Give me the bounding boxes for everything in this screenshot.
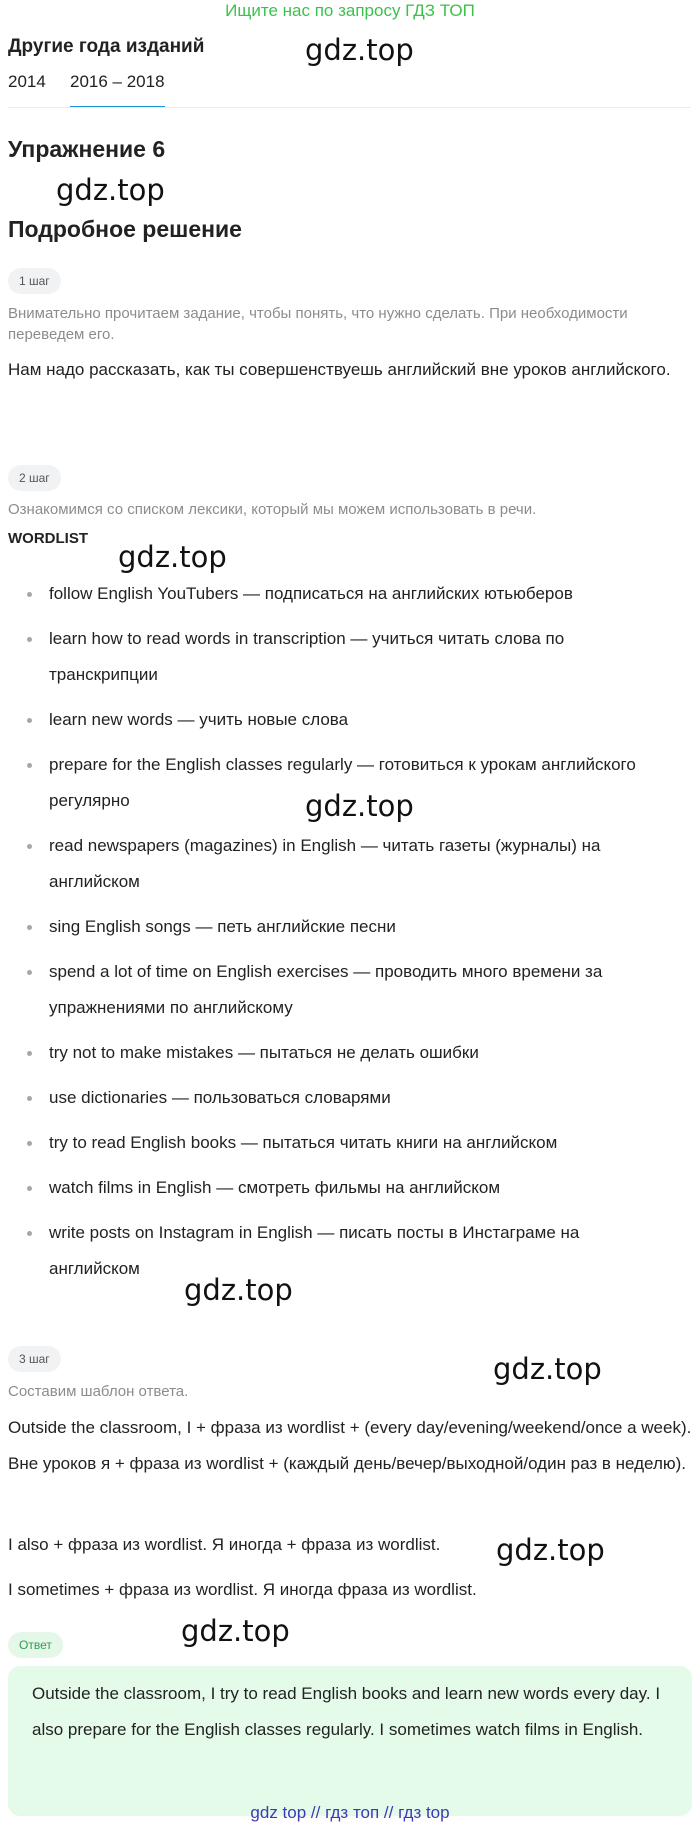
- answer-box: Outside the classroom, I try to read English books and learn new words every day. I also prepare for the English classes regularly. I sometimes watch films in English.: [8, 1666, 692, 1816]
- step-1-text: Нам надо рассказать, как ты совершенствуешь английский вне уроков английского.: [8, 360, 671, 379]
- bullet: [27, 844, 32, 849]
- bullet: [27, 718, 32, 723]
- watermark: gdz.top: [181, 1614, 290, 1648]
- top-banner: Ищите нас по запросу ГДЗ ТОП: [225, 1, 475, 20]
- bullet: [27, 1186, 32, 1191]
- tab-year-2014[interactable]: 2014: [8, 72, 46, 91]
- list-item: write posts on Instagram in English — писать посты в Инстаграме на английском: [0, 1215, 669, 1287]
- divider: [8, 107, 691, 108]
- bullet: [27, 1141, 32, 1146]
- watermark: gdz.top: [496, 1533, 605, 1567]
- footer-links[interactable]: gdz top // гдз топ // гдз top: [250, 1803, 450, 1822]
- bullet: [27, 1231, 32, 1236]
- list-item: learn new words — учить новые слова: [0, 702, 669, 738]
- step-1-badge: 1 шаг: [8, 268, 61, 294]
- list-item: prepare for the English classes regularly — готовиться к урокам английского регулярно: [0, 747, 669, 819]
- wordlist: [0, 576, 690, 1296]
- step-2-hint: Ознакомимся со списком лексики, который мы можем использовать в речи.: [8, 501, 537, 518]
- step-3-hint: Составим шаблон ответа.: [8, 1383, 189, 1400]
- solution-title: Подробное решение: [8, 216, 242, 242]
- bullet: [27, 1096, 32, 1101]
- watermark: gdz.top: [493, 1352, 602, 1386]
- step-3-line-2: I also + фраза из wordlist. Я иногда + фраза из wordlist.: [8, 1535, 441, 1554]
- watermark: gdz.top: [118, 540, 227, 574]
- watermark: gdz.top: [184, 1273, 293, 1307]
- list-item: try to read English books — пытаться читать книги на английском: [0, 1125, 669, 1161]
- list-item: use dictionaries — пользоваться словарями: [0, 1080, 669, 1116]
- bullet: [27, 592, 32, 597]
- step-2-badge: 2 шаг: [8, 465, 61, 491]
- bullet: [27, 925, 32, 930]
- list-item: learn how to read words in transcription — учиться читать слова по транскрипции: [0, 621, 669, 693]
- step-3-line-1: Outside the classroom, I + фраза из wordlist + (every day/evening/weekend/once a week). Вне уроков я + фраза из wordlist + (каждый день/вечер/выходной/один раз в неделю).: [8, 1418, 692, 1473]
- wordlist-title: WORDLIST: [8, 530, 88, 547]
- bullet: [27, 763, 32, 768]
- watermark: gdz.top: [305, 789, 414, 823]
- list-item: try not to make mistakes — пытаться не делать ошибки: [0, 1035, 669, 1071]
- tab-year-2016-2018[interactable]: 2016 – 2018: [70, 72, 165, 108]
- list-item: read newspapers (magazines) in English — читать газеты (журналы) на английском: [0, 828, 669, 900]
- exercise-title: Упражнение 6: [8, 136, 166, 162]
- list-item: watch films in English — смотреть фильмы на английском: [0, 1170, 669, 1206]
- watermark: gdz.top: [305, 33, 414, 67]
- watermark: gdz.top: [56, 173, 165, 207]
- bullet: [27, 637, 32, 642]
- step-1-hint: Внимательно прочитаем задание, чтобы понять, что нужно сделать. При необходимости переведем его.: [8, 305, 628, 343]
- other-years-title: Другие года изданий: [8, 36, 205, 57]
- answer-badge: Ответ: [8, 1632, 63, 1658]
- bullet: [27, 970, 32, 975]
- list-item: follow English YouTubers — подписаться на английских ютьюберов: [0, 576, 669, 612]
- step-3-badge: 3 шаг: [8, 1346, 61, 1372]
- bullet: [27, 1051, 32, 1056]
- list-item: spend a lot of time on English exercises — проводить много времени за упражнениями по английскому: [0, 954, 669, 1026]
- list-item: sing English songs — петь английские песни: [0, 909, 669, 945]
- step-3-line-3: I sometimes + фраза из wordlist. Я иногда фраза из wordlist.: [8, 1580, 477, 1599]
